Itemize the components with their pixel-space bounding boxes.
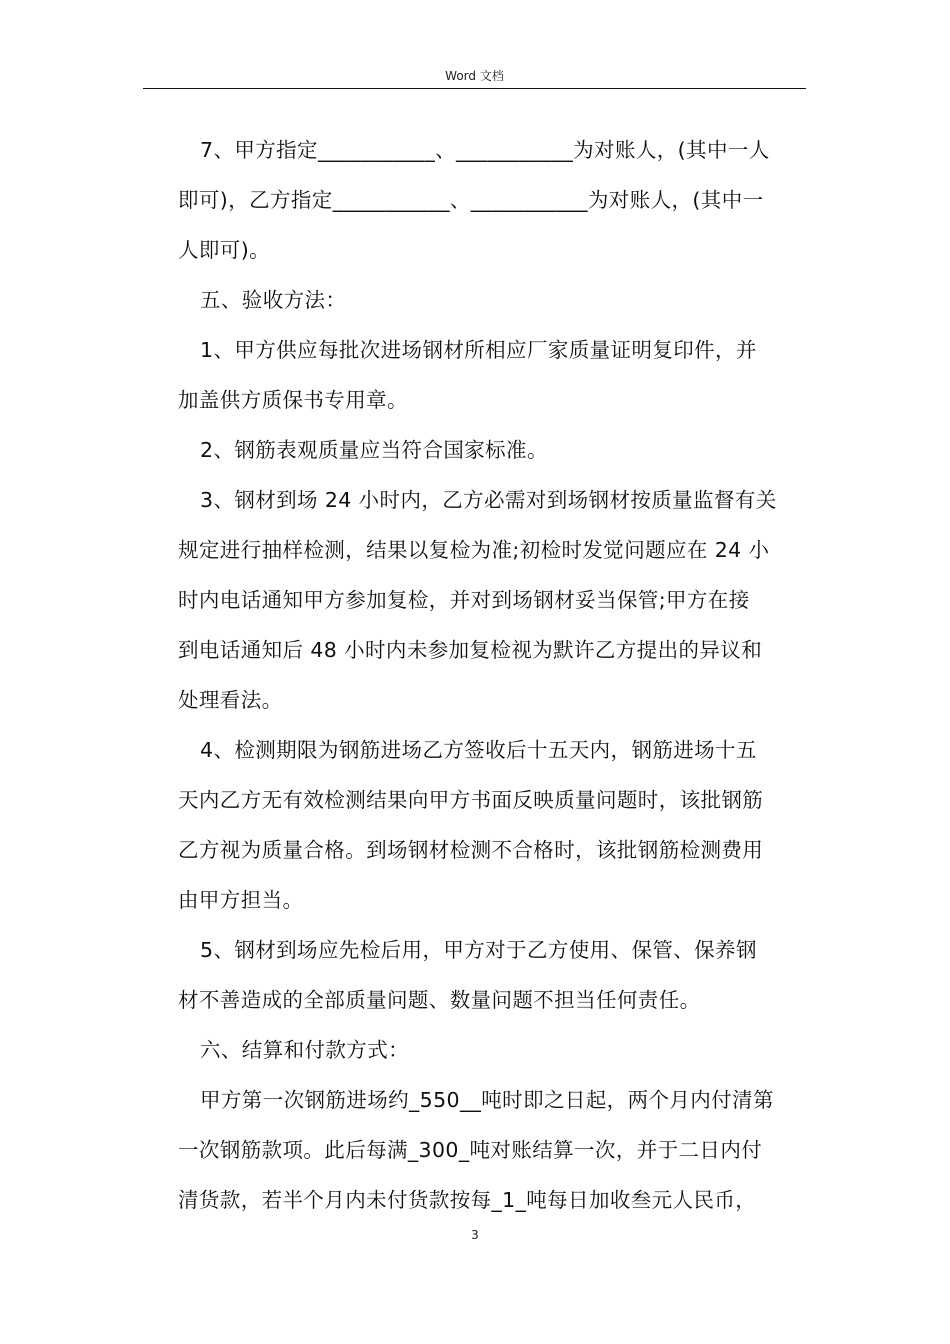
page-header [143, 66, 806, 89]
paragraph-reconciliation-contacts [178, 125, 800, 275]
text-line: 由甲方担当。 [178, 888, 304, 912]
text-line: 乙方视为质量合格。到场钢材检测不合格时，该批钢筋检测费用 [178, 838, 764, 862]
text-line: 7、甲方指定___________、___________为对账人，(其中一人 [200, 138, 770, 162]
paragraph-acceptance-3 [178, 475, 800, 725]
text-line: 到电话通知后 48 小时内未参加复检视为默许乙方提出的异议和 [178, 638, 763, 662]
paragraph-settlement [178, 1075, 800, 1225]
text-line: 人即可)。 [178, 238, 270, 262]
text-line: 3、钢材到场 24 小时内，乙方必需对到场钢材按质量监督有关 [200, 488, 777, 512]
section-heading-settlement [178, 1025, 800, 1075]
text-line: 加盖供方质保书专用章。 [178, 388, 408, 412]
paragraph-acceptance-1 [178, 325, 800, 425]
text-line: 天内乙方无有效检测结果向甲方书面反映质量问题时，该批钢筋 [178, 788, 764, 812]
text-line: 4、检测期限为钢筋进场乙方签收后十五天内，钢筋进场十五 [200, 738, 757, 762]
text-line: 六、结算和付款方式： [200, 1038, 409, 1062]
paragraph-acceptance-4 [178, 725, 800, 925]
paragraph-acceptance-5 [178, 925, 800, 1025]
header-title: Word 文档 [445, 69, 504, 83]
page-number: 3 [471, 1228, 479, 1242]
text-line: 2、钢筋表观质量应当符合国家标准。 [200, 438, 548, 462]
text-line: 材不善造成的全部质量问题、数量问题不担当任何责任。 [178, 988, 701, 1012]
text-line: 甲方第一次钢筋进场约_550__吨时即之日起，两个月内付清第 [200, 1088, 774, 1112]
text-line: 清货款，若半个月内未付货款按每_1_吨每日加收叁元人民币， [178, 1188, 757, 1212]
text-line: 五、验收方法： [200, 288, 347, 312]
document-body [178, 125, 800, 1225]
text-line: 即可)，乙方指定___________、___________为对账人，(其中一 [178, 188, 764, 212]
section-heading-acceptance [178, 275, 800, 325]
text-line: 处理看法。 [178, 688, 283, 712]
text-line: 时内电话通知甲方参加复检，并对到场钢材妥当保管;甲方在接 [178, 588, 750, 612]
text-line: 一次钢筋款项。此后每满_300_吨对账结算一次，并于二日内付 [178, 1138, 763, 1162]
paragraph-acceptance-2 [178, 425, 800, 475]
text-line: 规定进行抽样检测，结果以复检为准;初检时发觉问题应在 24 小 [178, 538, 770, 562]
text-line: 5、钢材到场应先检后用，甲方对于乙方使用、保管、保养钢 [200, 938, 757, 962]
text-line: 1、甲方供应每批次进场钢材所相应厂家质量证明复印件，并 [200, 338, 757, 362]
